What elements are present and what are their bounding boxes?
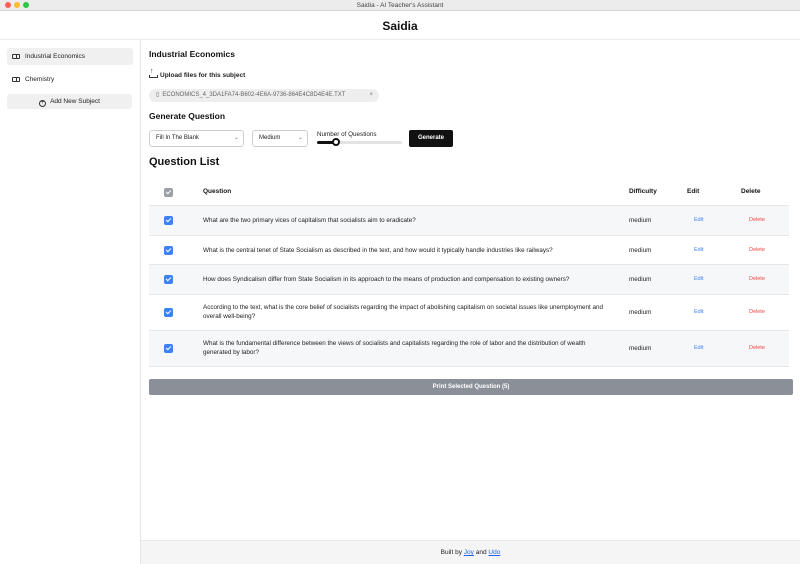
question-text: According to the text, what is the core belief of socialists regarding the impact of abolishing capitalism on societal issues like unemployment and overall well-being? xyxy=(203,304,604,320)
question-type-value: Fill In The Blank xyxy=(156,135,199,141)
sidebar xyxy=(0,40,141,564)
column-header-edit: Edit xyxy=(687,188,700,195)
delete-button[interactable]: Delete xyxy=(749,247,765,253)
subject-title: Industrial Economics xyxy=(149,49,235,59)
difficulty-select[interactable] xyxy=(252,130,308,147)
row-checkbox[interactable] xyxy=(164,308,173,317)
table-row xyxy=(149,331,789,367)
upload-files-button[interactable] xyxy=(149,71,245,79)
delete-button[interactable]: Delete xyxy=(749,276,765,282)
remove-file-icon[interactable]: × xyxy=(369,92,373,98)
sidebar-item-industrial-economics[interactable] xyxy=(7,48,133,65)
number-of-questions-label: Number of Questions xyxy=(317,131,377,138)
question-text: What is the central tenet of State Socialism as described in the text, and how would it typically handle industries like railways? xyxy=(203,247,553,254)
difficulty-value: medium xyxy=(629,247,652,254)
add-subject-label: Add New Subject xyxy=(50,98,100,105)
delete-button[interactable]: Delete xyxy=(749,309,765,315)
file-chip xyxy=(149,89,379,102)
difficulty-value: medium xyxy=(629,345,652,352)
number-of-questions-slider[interactable] xyxy=(317,141,402,144)
select-all-checkbox[interactable] xyxy=(164,188,173,197)
row-checkbox[interactable] xyxy=(164,246,173,255)
question-list-title: Question List xyxy=(149,156,220,168)
table-header xyxy=(149,178,789,206)
difficulty-value: medium xyxy=(629,309,652,316)
sidebar-item-chemistry[interactable] xyxy=(7,71,133,88)
app-title: Saidia xyxy=(0,12,800,40)
footer-prefix: Built by xyxy=(440,549,462,556)
file-icon: ▯ xyxy=(156,92,160,98)
column-header-question: Question xyxy=(203,188,232,195)
chevron-updown-icon: ⌄ xyxy=(297,135,303,141)
difficulty-value: medium xyxy=(629,276,652,283)
table-row xyxy=(149,265,789,295)
book-icon xyxy=(12,54,20,59)
sidebar-item-label: Chemistry xyxy=(25,76,55,83)
edit-button[interactable]: Edit xyxy=(694,247,704,253)
question-text: How does Syndicalism differ from State Socialism in its approach to the means of production and compensation to existing owners? xyxy=(203,276,570,283)
generate-question-title: Generate Question xyxy=(149,111,226,121)
upload-icon xyxy=(149,71,156,78)
window-title: Saidia - AI Teacher's Assistant xyxy=(356,2,444,9)
edit-button[interactable]: Edit xyxy=(694,345,704,351)
chevron-updown-icon: ⌄ xyxy=(233,135,239,141)
delete-button[interactable]: Delete xyxy=(749,345,765,351)
upload-label: Upload files for this subject xyxy=(160,72,246,79)
table-row xyxy=(149,236,789,265)
author-link-udo[interactable]: Udo xyxy=(488,549,501,556)
row-checkbox[interactable] xyxy=(164,275,173,284)
sidebar-item-label: Industrial Economics xyxy=(25,53,85,60)
difficulty-value: Medium xyxy=(259,135,281,141)
file-name: ECONOMICS_4_3DA1FA74-B602-4E6A-9736-864E4C8D4E4E.TXT xyxy=(162,92,346,98)
delete-button[interactable]: Delete xyxy=(749,217,765,223)
row-checkbox[interactable] xyxy=(164,216,173,225)
add-subject-button[interactable] xyxy=(7,94,132,109)
question-text: What is the fundamental difference between the views of socialists and capitalists regarding the role of labor and the distribution of wealth generated by labor? xyxy=(203,340,586,356)
question-type-select[interactable] xyxy=(149,130,244,147)
main-content xyxy=(141,40,800,540)
table-row xyxy=(149,206,789,236)
edit-button[interactable]: Edit xyxy=(694,276,704,282)
print-selected-button[interactable]: Print Selected Question (5) xyxy=(149,379,793,395)
table-row xyxy=(149,295,789,331)
plus-circle-icon: + xyxy=(40,100,45,106)
slider-handle[interactable] xyxy=(332,138,340,146)
author-link-joy[interactable]: Joy xyxy=(463,549,474,556)
column-header-delete: Delete xyxy=(741,188,761,195)
edit-button[interactable]: Edit xyxy=(694,309,704,315)
generate-button[interactable]: Generate xyxy=(409,130,453,147)
edit-button[interactable]: Edit xyxy=(694,217,704,223)
column-header-difficulty: Difficulty xyxy=(629,188,657,195)
footer xyxy=(141,540,800,564)
footer-conjunction: and xyxy=(475,549,487,556)
window-titlebar xyxy=(0,0,800,11)
question-text: What are the two primary vices of capitalism that socialists aim to eradicate? xyxy=(203,217,416,224)
difficulty-value: medium xyxy=(629,217,652,224)
row-checkbox[interactable] xyxy=(164,344,173,353)
book-icon xyxy=(12,77,20,82)
